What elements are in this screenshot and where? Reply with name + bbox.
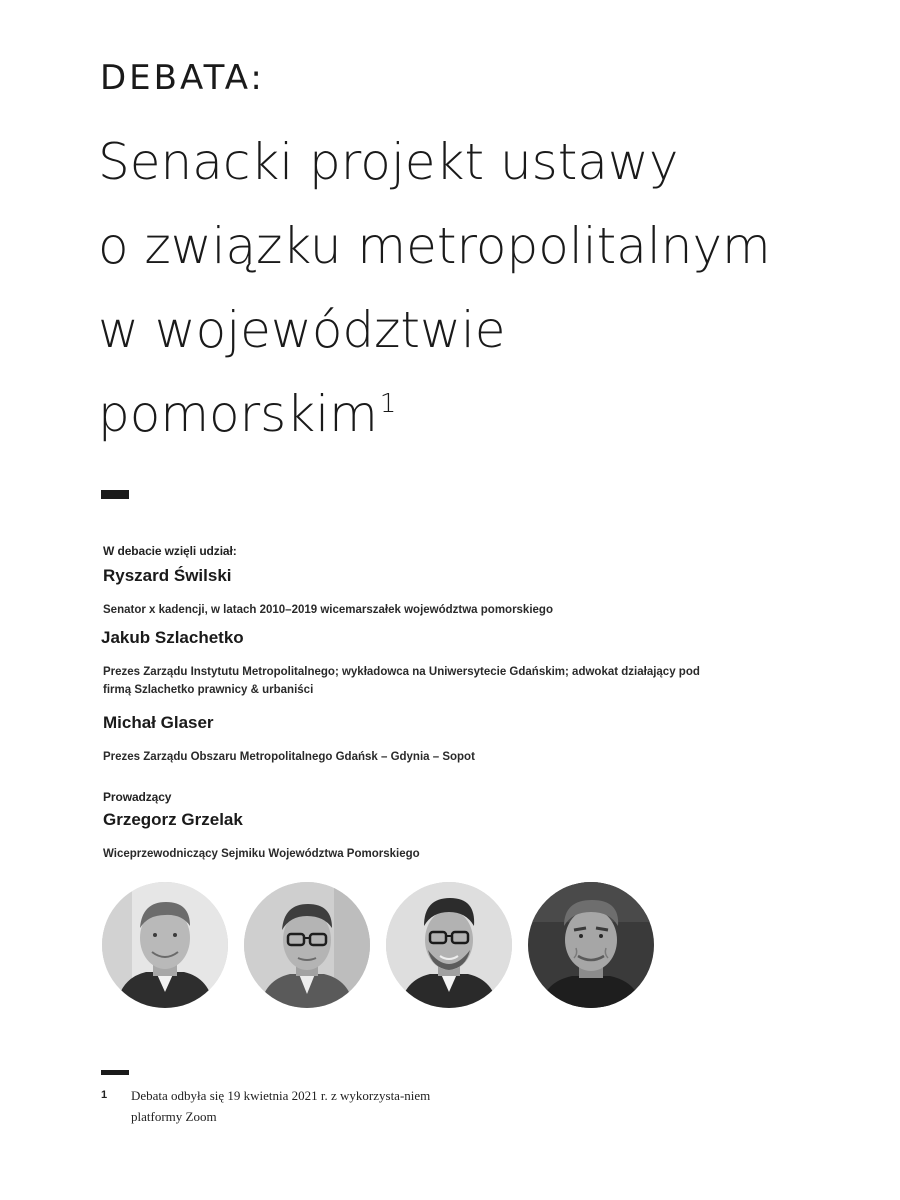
participant-role: Prezes Zarządu Obszaru Metropolitalnego Gdańsk – Gdynia – Sopot: [103, 751, 475, 763]
participant-name: Ryszard Świlski: [103, 566, 232, 585]
footnote-divider: [101, 1070, 129, 1075]
participant-name: Michał Glaser: [103, 713, 214, 732]
participant-role: Prezes Zarządu Instytutu Metropolitalnego; wykładowca na Uniwersytecie Gdańskim; adwokat działający pod firmą Szlachetko prawnicy & urbaniści: [103, 666, 700, 696]
title-line: o związku metropolitalnym: [98, 217, 771, 275]
portrait-photo: [386, 882, 512, 1008]
page-title: [98, 120, 858, 456]
portrait-photo: [528, 882, 654, 1008]
participants-section: [103, 544, 823, 863]
host-role: Wiceprzewodniczący Sejmiku Województwa Pomorskiego: [103, 848, 420, 860]
footnote-number: 1: [101, 1089, 108, 1101]
footnote-text: Debata odbyła się 19 kwietnia 2021 r. z wykorzysta-niem platformy Zoom: [131, 1088, 431, 1124]
section-divider: [101, 490, 129, 499]
title-line: w województwie: [98, 301, 506, 359]
footnote-reference[interactable]: 1: [379, 389, 397, 419]
participant-role: Senator x kadencji, w latach 2010–2019 wicemarszałek województwa pomorskiego: [103, 604, 553, 616]
participant-name: Jakub Szlachetko: [101, 628, 244, 647]
section-kicker: DEBATA:: [100, 58, 265, 98]
footnote: [101, 1085, 521, 1127]
title-line: pomorskim: [98, 385, 378, 443]
host-name: Grzegorz Grzelak: [103, 810, 243, 829]
participants-intro-label: W debacie wzięli udział:: [103, 544, 237, 558]
portrait-photo: [102, 882, 228, 1008]
host-label: Prowadzący: [103, 790, 172, 804]
title-line: Senacki projekt ustawy: [98, 133, 679, 191]
portrait-photo: [244, 882, 370, 1008]
participant-photos: [102, 882, 654, 1008]
